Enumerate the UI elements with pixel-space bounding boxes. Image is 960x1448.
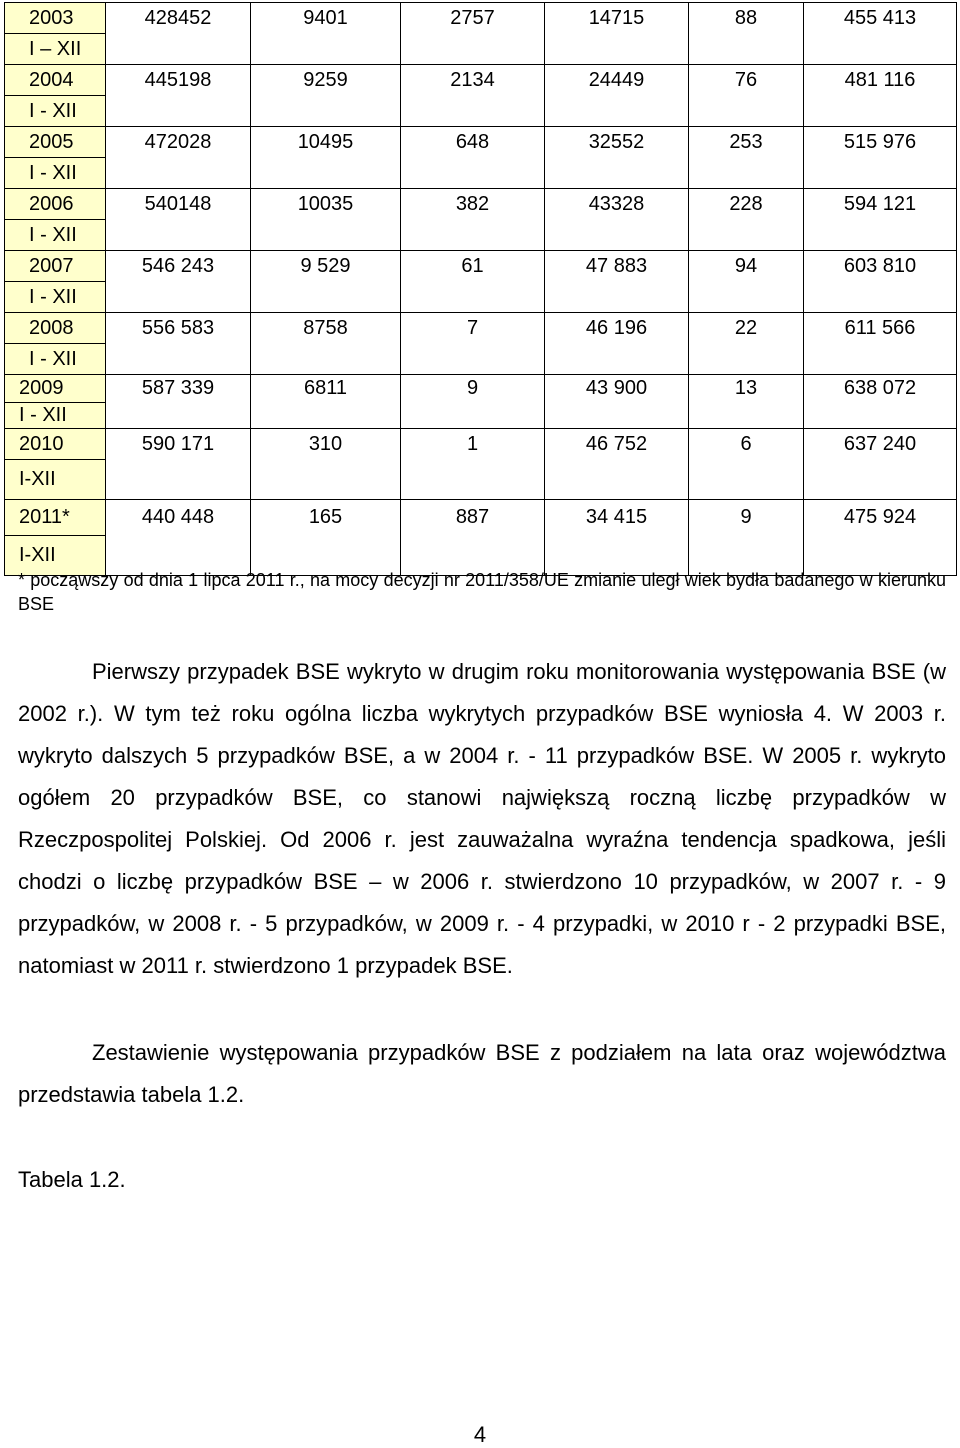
year-cell: 2011*	[5, 500, 106, 536]
value-cell: 76	[689, 65, 804, 96]
value-cell: 61	[401, 251, 545, 282]
value-cell: 6	[689, 429, 804, 460]
value-cell: 887	[401, 500, 545, 536]
value-cell: 10495	[251, 127, 401, 158]
period-cell: I-XII	[5, 460, 106, 500]
value-cell: 310	[251, 429, 401, 460]
paragraph-text: Zestawienie występowania przypadków BSE z podziałem na lata oraz województwa przedstawia tabela 1.2.	[18, 1040, 946, 1107]
value-cell: 9	[401, 375, 545, 403]
value-cell: 9	[689, 500, 804, 536]
value-cell: 8758	[251, 313, 401, 344]
value-cell: 32552	[545, 127, 689, 158]
value-cell: 88	[689, 3, 804, 34]
total-cell: 638 072	[804, 375, 957, 403]
period-cell: I - XII	[5, 282, 106, 313]
value-cell: 1	[401, 429, 545, 460]
total-cell: 594 121	[804, 189, 957, 220]
year-cell: 2009	[5, 375, 106, 403]
value-cell: 46 196	[545, 313, 689, 344]
value-cell: 34 415	[545, 500, 689, 536]
value-cell: 546 243	[106, 251, 251, 282]
total-cell: 611 566	[804, 313, 957, 344]
paragraph-text: Pierwszy przypadek BSE wykryto w drugim roku monitorowania występowania BSE (w 2002 r.). W tym też roku ogólna liczba wykrytych przypadków BSE wyniosła 4. W 2003 r. wykryto dalszych 5 przypadków BSE, a w 2004 r. - 11 przypadków BSE. W 2005 r. wykryto ogółem 20 przypadków BSE, co stanowi największą roczną liczbę przypadków w Rzeczpospolitej Polskiej. Od 2006 r. jest zauważalna wyraźna tendencja spadkowa, jeśli chodzi o liczbę przypadków BSE – w 2006 r. stwierdzono 10 przypadków, w 2007 r. - 9 przypadków, w 2008 r. - 5 przypadków, w 2009 r. - 4 przypadki, w 2010 r - 2 przypadki BSE, natomiast w 2011 r. stwierdzono 1 przypadek BSE.	[18, 659, 946, 978]
total-cell: 455 413	[804, 3, 957, 34]
year-cell: 2008	[5, 313, 106, 344]
value-cell: 10035	[251, 189, 401, 220]
value-cell: 22	[689, 313, 804, 344]
value-cell: 556 583	[106, 313, 251, 344]
period-cell: I – XII	[5, 34, 106, 65]
value-cell: 43328	[545, 189, 689, 220]
value-cell: 648	[401, 127, 545, 158]
year-cell: 2007	[5, 251, 106, 282]
year-cell: 2003	[5, 3, 106, 34]
period-cell: I - XII	[5, 344, 106, 375]
value-cell: 46 752	[545, 429, 689, 460]
statistics-table	[4, 2, 957, 576]
period-cell: I - XII	[5, 220, 106, 251]
table-caption: Tabela 1.2.	[18, 1167, 126, 1192]
value-cell: 2134	[401, 65, 545, 96]
total-cell: 603 810	[804, 251, 957, 282]
value-cell: 587 339	[106, 375, 251, 403]
value-cell: 43 900	[545, 375, 689, 403]
body-paragraph	[18, 651, 946, 987]
value-cell: 13	[689, 375, 804, 403]
value-cell: 24449	[545, 65, 689, 96]
total-cell: 481 116	[804, 65, 957, 96]
page-number: 4	[473, 1422, 487, 1447]
value-cell: 9 529	[251, 251, 401, 282]
value-cell: 228	[689, 189, 804, 220]
year-cell: 2004	[5, 65, 106, 96]
value-cell: 2757	[401, 3, 545, 34]
total-cell: 515 976	[804, 127, 957, 158]
table-footnote: * począwszy od dnia 1 lipca 2011 r., na mocy decyzji nr 2011/358/UE zmianie uległ wiek bydła badanego w kierunku BSE	[18, 570, 946, 614]
period-cell: I - XII	[5, 403, 106, 429]
value-cell: 590 171	[106, 429, 251, 460]
value-cell: 94	[689, 251, 804, 282]
value-cell: 445198	[106, 65, 251, 96]
year-cell: 2005	[5, 127, 106, 158]
year-cell: 2010	[5, 429, 106, 460]
value-cell: 9259	[251, 65, 401, 96]
value-cell: 6811	[251, 375, 401, 403]
period-cell: I - XII	[5, 158, 106, 189]
total-cell: 637 240	[804, 429, 957, 460]
value-cell: 253	[689, 127, 804, 158]
total-cell: 475 924	[804, 500, 957, 536]
value-cell: 440 448	[106, 500, 251, 536]
value-cell: 472028	[106, 127, 251, 158]
value-cell: 165	[251, 500, 401, 536]
value-cell: 9401	[251, 3, 401, 34]
value-cell: 540148	[106, 189, 251, 220]
value-cell: 382	[401, 189, 545, 220]
value-cell: 428452	[106, 3, 251, 34]
value-cell: 47 883	[545, 251, 689, 282]
body-paragraph	[18, 1032, 946, 1116]
period-cell: I - XII	[5, 96, 106, 127]
value-cell: 7	[401, 313, 545, 344]
year-cell: 2006	[5, 189, 106, 220]
value-cell: 14715	[545, 3, 689, 34]
period-cell: I-XII	[5, 536, 106, 576]
